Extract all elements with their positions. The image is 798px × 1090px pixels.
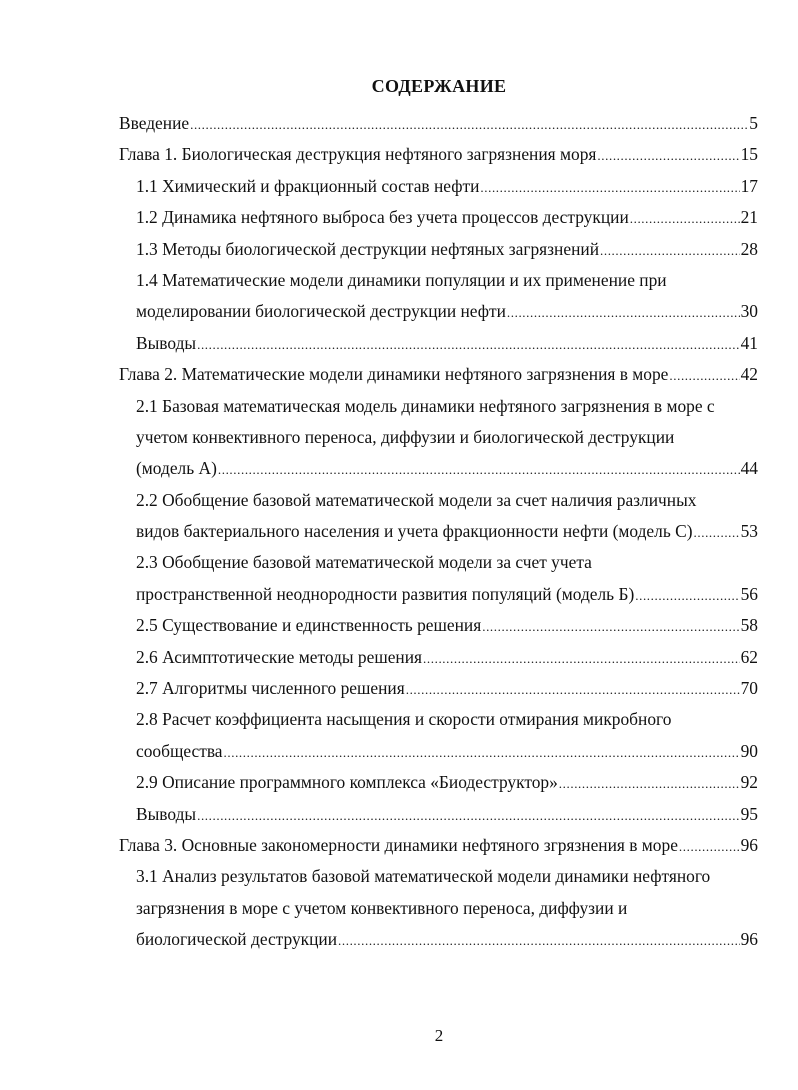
toc-row <box>136 202 758 234</box>
toc-entry <box>0 234 798 265</box>
toc-row <box>136 453 758 485</box>
toc-entry <box>0 108 798 139</box>
toc-entry-continuation <box>0 924 798 955</box>
toc-page-number: 17 <box>740 175 758 196</box>
toc-entry-title: 1.3 Методы биологической деструкции нефтяных загрязнений <box>136 238 599 259</box>
toc-entry-title: Глава 1. Биологическая деструкция нефтяного загрязнения моря <box>119 144 597 165</box>
toc-entry-continuation <box>0 422 798 453</box>
toc-entry <box>0 767 798 798</box>
toc-row <box>119 139 758 171</box>
toc-row <box>119 359 758 391</box>
toc-page-number: 15 <box>740 144 758 165</box>
toc-row <box>119 830 758 862</box>
toc-entry-title: 2.8 Расчет коэффициента насыщения и скорости отмирания микробного <box>136 709 672 730</box>
toc-entry-title: 2.7 Алгоритмы численного решения <box>136 678 405 699</box>
toc-leader-dots <box>337 925 740 956</box>
toc-leader-dots <box>189 109 748 140</box>
toc-entry <box>0 861 798 892</box>
toc-entry-continuation <box>0 579 798 610</box>
toc-row <box>136 799 758 831</box>
toc-entry-title: Выводы <box>136 332 197 353</box>
toc-entry-title: пространственной неоднородности развития популяций (модель Б) <box>136 583 635 604</box>
toc-page-number: 5 <box>749 113 758 133</box>
toc-row <box>136 673 758 705</box>
toc-page-number: 90 <box>740 740 758 761</box>
toc-entry <box>0 139 798 170</box>
table-of-contents <box>0 108 798 956</box>
toc-entry <box>0 610 798 641</box>
toc-entry-title: (модель А) <box>136 458 217 479</box>
toc-leader-dots <box>422 643 740 674</box>
toc-entry-continuation <box>0 736 798 767</box>
toc-page-number: 56 <box>740 583 758 604</box>
toc-entry-continuation <box>0 893 798 924</box>
toc-entry <box>0 799 798 830</box>
toc-leader-dots <box>479 172 739 203</box>
toc-page-number: 92 <box>740 772 758 793</box>
toc-page-number: 96 <box>740 834 758 855</box>
toc-entry-title: 2.3 Обобщение базовой математической модели за счет учета <box>136 552 592 573</box>
toc-leader-dots <box>196 329 740 360</box>
toc-entry-title: Глава 2. Математические модели динамики нефтяного загрязнения в море <box>119 364 669 385</box>
toc-entry-title: видов бактериального населения и учета фракционности нефти (модель С) <box>136 521 693 542</box>
toc-entry-continuation <box>0 453 798 484</box>
toc-page-number: 96 <box>740 929 758 950</box>
toc-page-number: 44 <box>740 458 758 479</box>
toc-row <box>136 610 758 642</box>
toc-row <box>136 328 758 360</box>
toc-leader-dots <box>217 454 740 485</box>
toc-row <box>136 296 758 328</box>
toc-entry-title: 2.5 Существование и единственность решения <box>136 615 482 636</box>
toc-entry <box>0 642 798 673</box>
toc-leader-dots <box>481 611 739 642</box>
toc-entry-title: 2.6 Асимптотические методы решения <box>136 646 423 667</box>
toc-entry-title: 2.1 Базовая математическая модель динамики нефтяного загрязнения в море с <box>136 395 715 416</box>
toc-leader-dots <box>629 203 740 234</box>
toc-entry <box>0 704 798 735</box>
toc-page-number: 58 <box>740 615 758 636</box>
toc-entry-title: 2.9 Описание программного комплекса «Биодеструктор» <box>136 772 558 793</box>
toc-row <box>136 642 758 674</box>
toc-entry-title: загрязнения в море с учетом конвективного переноса, диффузии и <box>136 897 628 918</box>
toc-row <box>136 234 758 266</box>
toc-entry <box>0 830 798 861</box>
toc-row <box>136 579 758 611</box>
toc-entry-continuation <box>0 296 798 327</box>
toc-page-number: 30 <box>740 301 758 322</box>
toc-entry-title: моделировании биологической деструкции нефти <box>136 301 506 322</box>
toc-entry-title: Введение <box>119 113 190 133</box>
toc-leader-dots <box>693 517 740 548</box>
toc-page-number: 42 <box>740 364 758 385</box>
toc-page-number: 28 <box>740 238 758 259</box>
toc-page-number: 41 <box>740 332 758 353</box>
toc-leader-dots <box>223 737 740 768</box>
toc-entry <box>0 673 798 704</box>
toc-page-number: 21 <box>740 207 758 228</box>
toc-entry-continuation <box>0 516 798 547</box>
toc-leader-dots <box>558 768 740 799</box>
toc-leader-dots <box>596 140 739 171</box>
toc-entry-title: 3.1 Анализ результатов базовой математической модели динамики нефтяного <box>136 866 711 887</box>
toc-page-number: 95 <box>740 803 758 824</box>
toc-entry <box>0 547 798 578</box>
toc-entry <box>0 171 798 202</box>
toc-entry-title: сообщества <box>136 740 223 761</box>
toc-row <box>119 108 758 140</box>
toc-leader-dots <box>405 674 740 705</box>
toc-entry <box>0 265 798 296</box>
toc-entry-title: учетом конвективного переноса, диффузии и биологической деструкции <box>136 426 675 447</box>
toc-entry-title: Глава 3. Основные закономерности динамики нефтяного згрязнения в море <box>119 834 678 855</box>
toc-entry-title: Выводы <box>136 803 197 824</box>
toc-entry <box>0 328 798 359</box>
toc-row <box>136 516 758 548</box>
toc-entry-title: 1.1 Химический и фракционный состав нефти <box>136 175 480 196</box>
page-title: СОДЕРЖАНИЕ <box>371 76 507 96</box>
toc-row <box>136 767 758 799</box>
toc-row <box>136 736 758 768</box>
toc-entry <box>0 359 798 390</box>
toc-page-number: 70 <box>740 678 758 699</box>
toc-leader-dots <box>634 580 739 611</box>
toc-leader-dots <box>506 297 740 328</box>
toc-leader-dots <box>599 235 740 266</box>
toc-leader-dots <box>668 360 739 391</box>
toc-entry-title: биологической деструкции <box>136 929 338 950</box>
toc-leader-dots <box>196 800 740 831</box>
toc-page-number: 62 <box>740 646 758 667</box>
toc-entry <box>0 391 798 422</box>
toc-leader-dots <box>678 831 740 862</box>
toc-entry-title: 2.2 Обобщение базовой математической модели за счет наличия различных <box>136 489 697 510</box>
toc-row <box>136 171 758 203</box>
toc-row <box>136 924 758 956</box>
toc-entry <box>0 485 798 516</box>
page-number: 2 <box>434 1026 444 1045</box>
toc-page-number: 53 <box>740 521 758 542</box>
toc-entry-title: 1.2 Динамика нефтяного выброса без учета процессов деструкции <box>136 207 629 228</box>
toc-entry-title: 1.4 Математические модели динамики популяции и их применение при <box>136 269 667 290</box>
toc-entry <box>0 202 798 233</box>
